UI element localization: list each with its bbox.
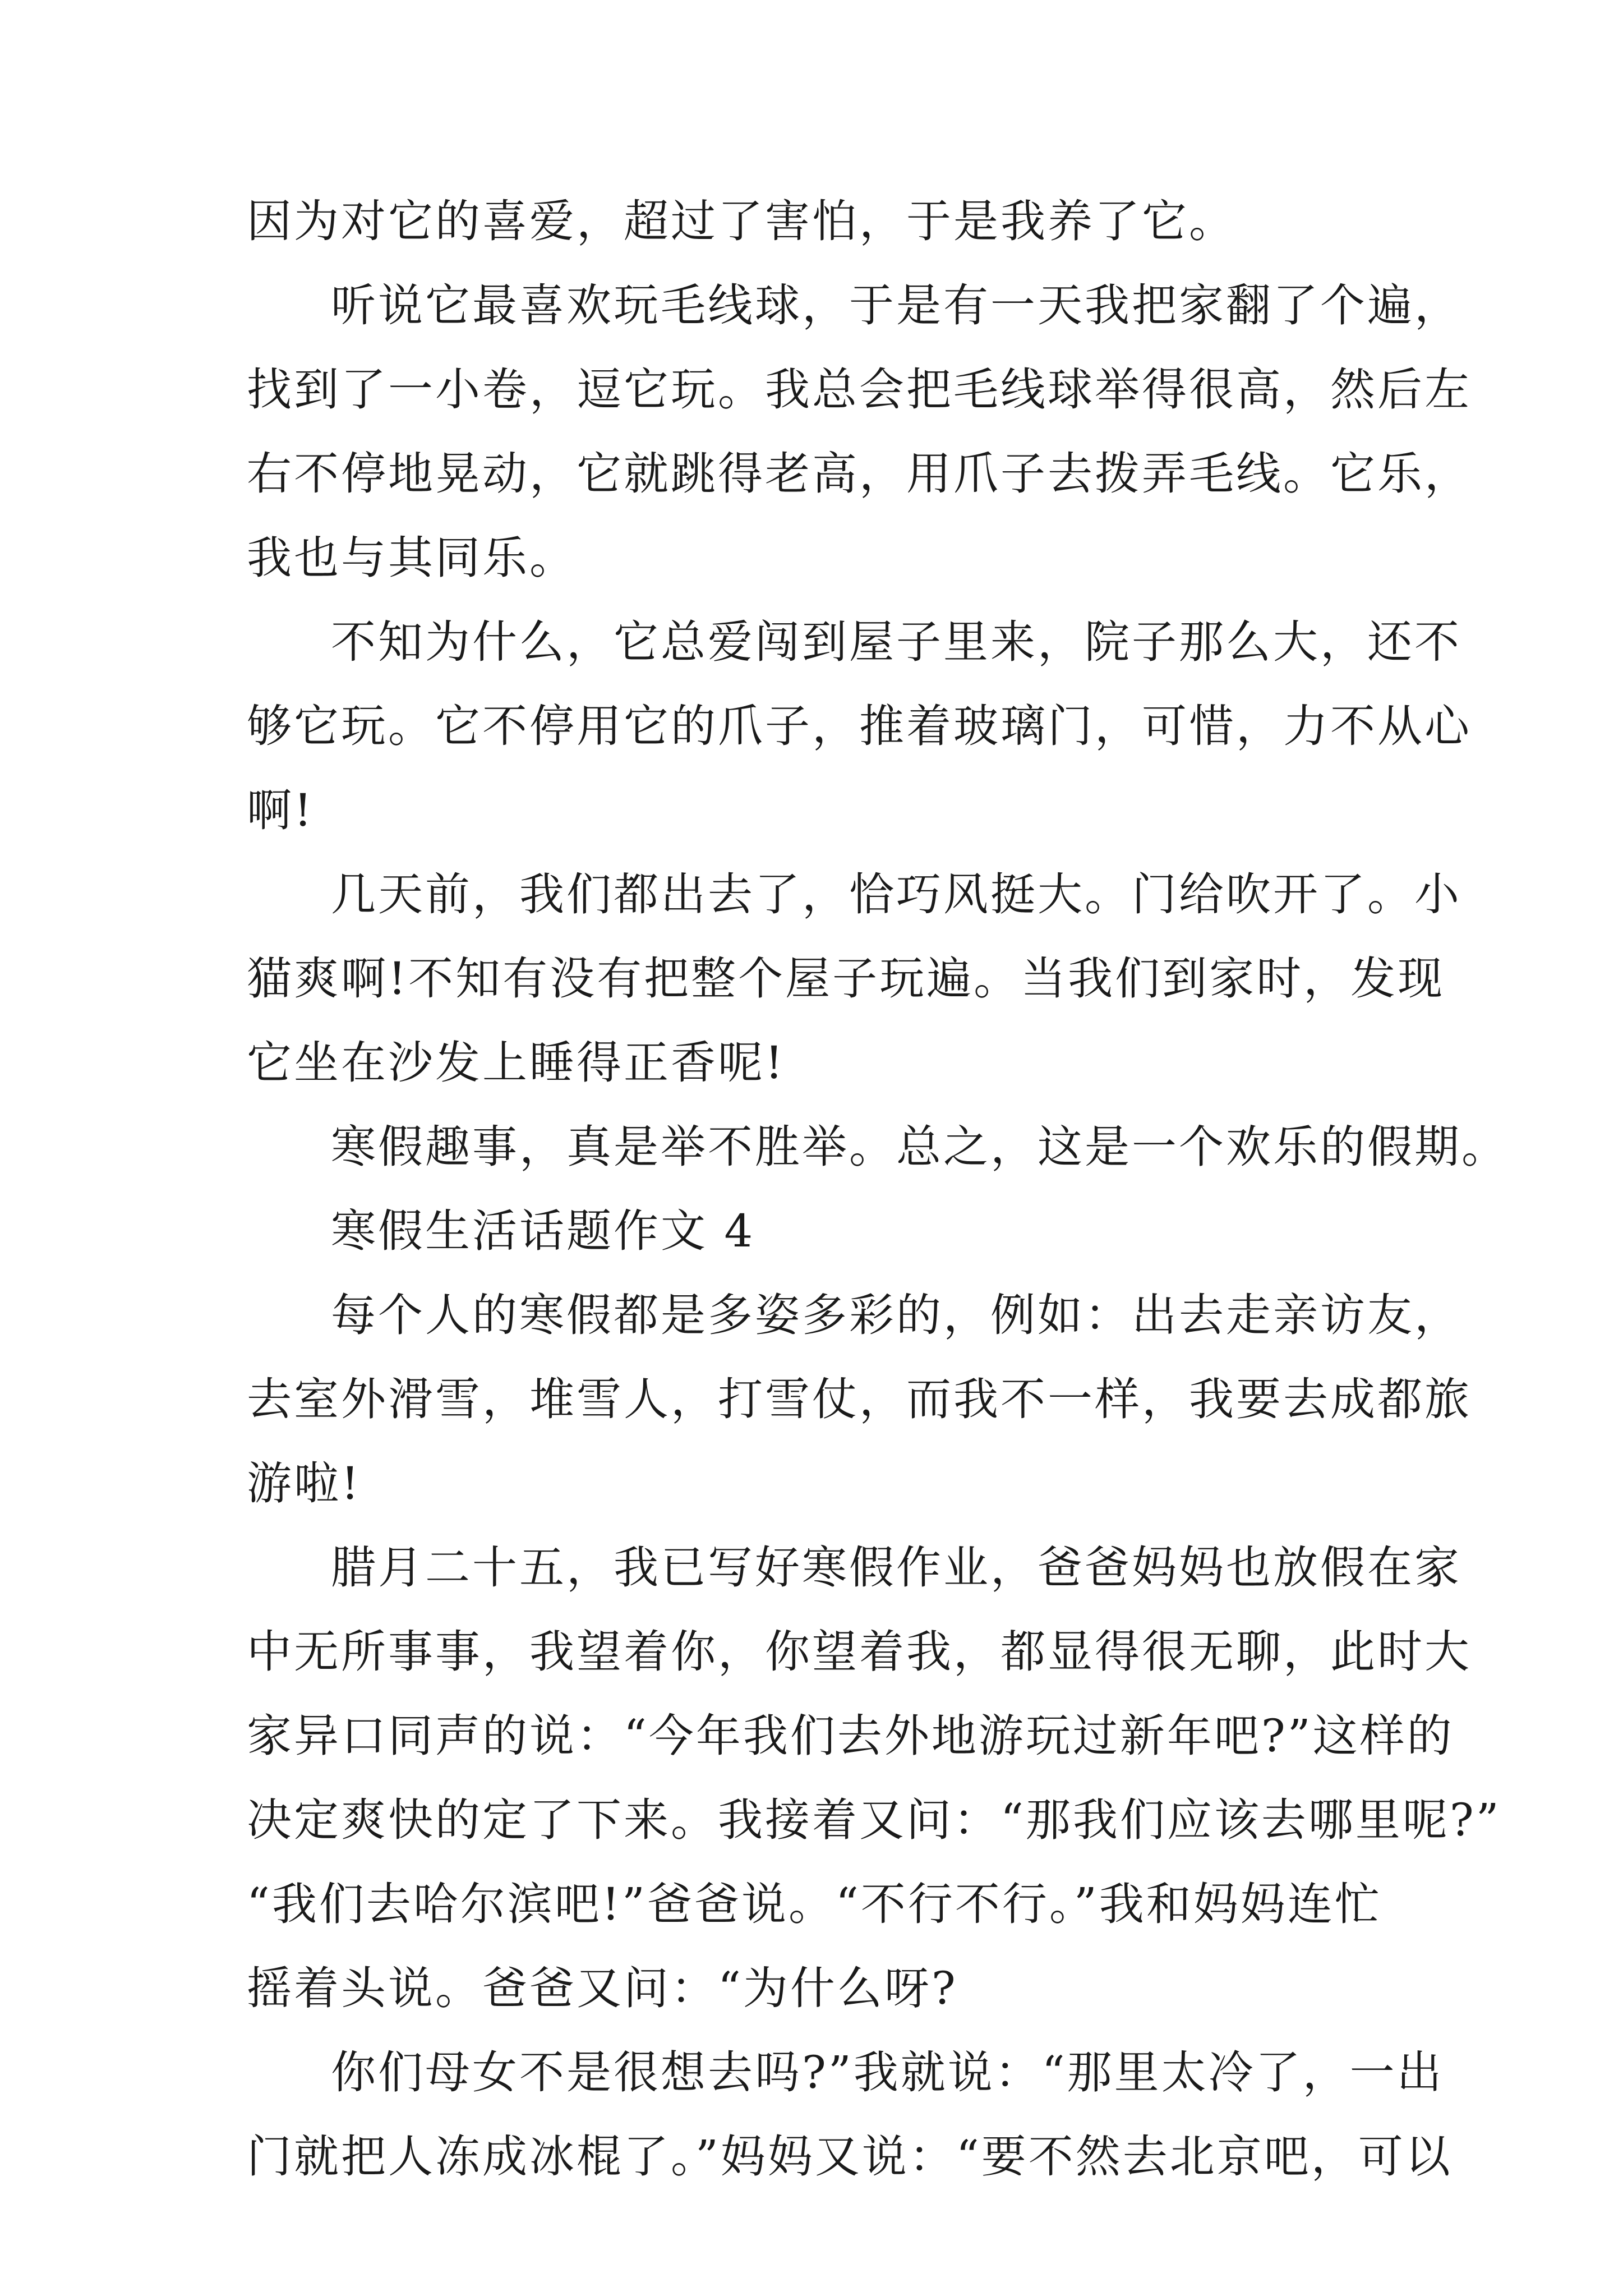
text-line: 右不停地晃动，它就跳得老高，用爪子去拨弄毛线。它乐， — [247, 448, 1472, 500]
text-line: “我们去哈尔滨吧!”爸爸说。“不行不行。”我和妈妈连忙 — [247, 1878, 1382, 1930]
text-line: 够它玩。它不停用它的爪子，推着玻璃门，可惜，力不从心 — [247, 700, 1472, 752]
text-line: 去室外滑雪，堆雪人，打雪仗，而我不一样，我要去成都旅 — [247, 1373, 1472, 1425]
text-line: 猫爽啊!不知有没有把整个屋子玩遍。当我们到家时，发现 — [247, 953, 1445, 1005]
text-line: 中无所事事，我望着你，你望着我，都显得很无聊，此时大 — [247, 1626, 1472, 1678]
paragraph-first-line: 每个人的寒假都是多姿多彩的，例如：出去走亲访友， — [331, 1289, 1461, 1341]
text-line: 因为对它的喜爱，超过了害怕，于是我养了它。 — [247, 195, 1236, 247]
text-line: 我也与其同乐。 — [247, 532, 577, 584]
paragraph-first-line: 几天前，我们都出去了，恰巧风挺大。门给吹开了。小 — [331, 868, 1461, 921]
text-line: 游啦! — [247, 1457, 362, 1510]
text-line: 它坐在沙发上睡得正香呢! — [247, 1037, 786, 1089]
paragraph-first-line: 你们母女不是很想去吗?”我就说：“那里太冷了，一出 — [331, 2046, 1444, 2099]
text-line: 找到了一小卷，逗它玩。我总会把毛线球举得很高，然后左 — [247, 364, 1472, 416]
text-line: 家异口同声的说：“今年我们去外地游玩过新年吧?”这样的 — [247, 1710, 1454, 1762]
text-line: 决定爽快的定了下来。我接着又问：“那我们应该去哪里呢?” — [247, 1794, 1501, 1846]
paragraph-first-line: 寒假趣事，真是举不胜举。总之，这是一个欢乐的假期。 — [331, 1121, 1509, 1173]
paragraph-first-line: 听说它最喜欢玩毛线球，于是有一天我把家翻了个遍， — [331, 279, 1461, 332]
section-heading: 寒假生活话题作文 4 — [331, 1205, 755, 1257]
text-line: 摇着头说。爸爸又问：“为什么呀? — [247, 1962, 958, 2014]
text-line: 门就把人冻成冰棍了。”妈妈又说：“要不然去北京吧，可以 — [247, 2131, 1453, 2183]
paragraph-first-line: 腊月二十五，我已写好寒假作业，爸爸妈妈也放假在家 — [331, 1542, 1461, 1594]
text-line: 啊! — [247, 784, 315, 836]
paragraph-first-line: 不知为什么，它总爱闯到屋子里来，院子那么大，还不 — [331, 616, 1461, 668]
